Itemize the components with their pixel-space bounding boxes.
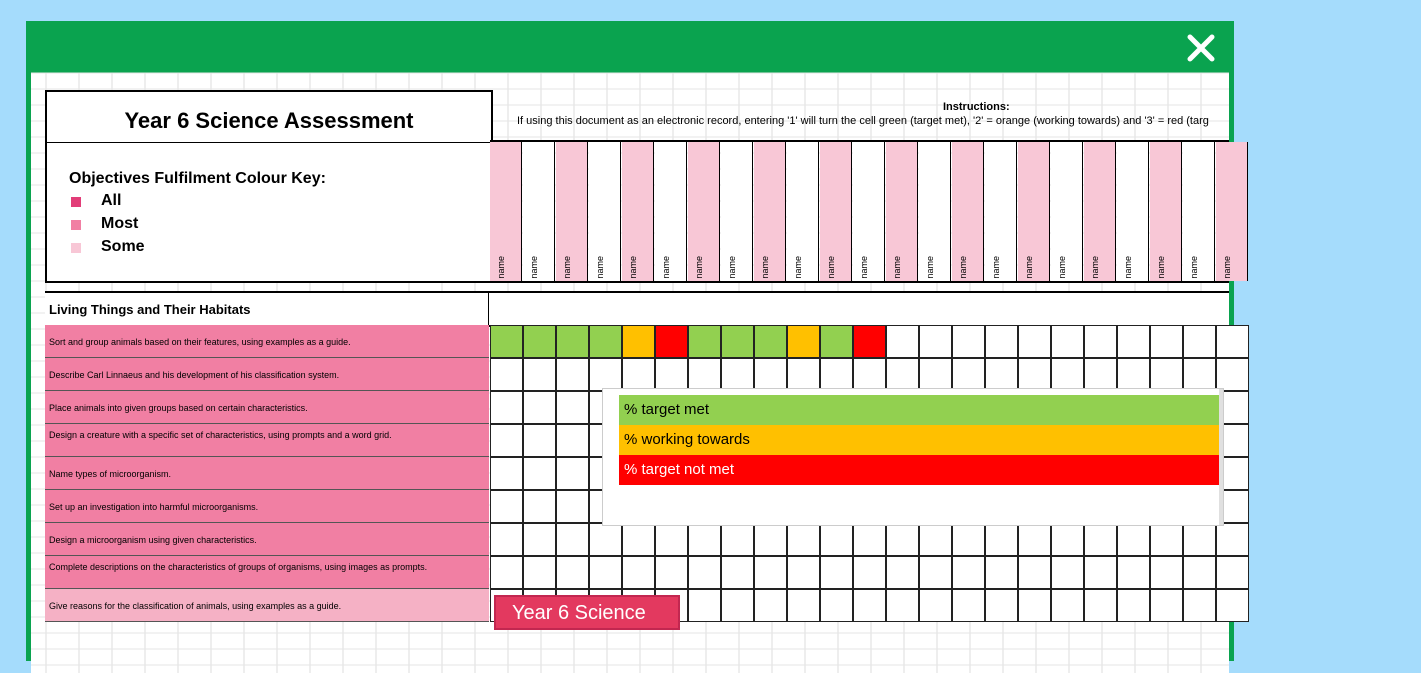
pupil-name: name bbox=[1123, 256, 1133, 279]
section-title: Living Things and Their Habitats bbox=[49, 302, 251, 317]
assessment-cell[interactable] bbox=[490, 457, 523, 490]
assessment-cell[interactable] bbox=[490, 556, 523, 589]
assessment-cell[interactable] bbox=[523, 358, 556, 391]
assessment-cell[interactable] bbox=[1216, 358, 1249, 391]
assessment-cell[interactable] bbox=[1018, 358, 1051, 391]
assessment-cell[interactable] bbox=[1150, 523, 1183, 556]
pupil-name: name bbox=[991, 256, 1001, 279]
assessment-cell[interactable] bbox=[1051, 589, 1084, 622]
assessment-cell[interactable] bbox=[1117, 358, 1150, 391]
colour-swatch bbox=[71, 197, 81, 207]
colour-key-label: All bbox=[101, 192, 122, 209]
objective-text: Describe Carl Linnaeus and his development of his classification system. bbox=[49, 370, 340, 380]
name-column-header[interactable] bbox=[1183, 142, 1215, 281]
legend-label: % target met bbox=[624, 401, 710, 418]
assessment-cell[interactable] bbox=[1117, 556, 1150, 589]
pupil-name: name bbox=[1057, 256, 1067, 279]
assessment-cell[interactable] bbox=[787, 358, 820, 391]
name-column-header[interactable] bbox=[490, 142, 522, 281]
name-column-header[interactable] bbox=[1150, 142, 1182, 281]
assessment-cell[interactable] bbox=[688, 556, 721, 589]
legend-item bbox=[619, 455, 1219, 485]
assessment-cell[interactable] bbox=[985, 325, 1018, 358]
assessment-cell[interactable] bbox=[1084, 523, 1117, 556]
pupil-name: name bbox=[892, 256, 902, 279]
objective-text: Set up an investigation into harmful microorganisms. bbox=[49, 502, 259, 512]
name-column-header[interactable] bbox=[688, 142, 720, 281]
assessment-cell[interactable] bbox=[490, 490, 523, 523]
section-divider bbox=[488, 293, 489, 325]
pupil-name: name bbox=[661, 256, 671, 279]
name-column-header[interactable] bbox=[556, 142, 588, 281]
assessment-cell[interactable] bbox=[589, 325, 622, 358]
assessment-cell[interactable] bbox=[1018, 556, 1051, 589]
assessment-cell[interactable] bbox=[523, 424, 556, 457]
colour-swatch bbox=[71, 243, 81, 253]
assessment-cell[interactable] bbox=[622, 358, 655, 391]
assessment-cell[interactable] bbox=[754, 556, 787, 589]
assessment-cell[interactable] bbox=[754, 325, 787, 358]
assessment-cell[interactable] bbox=[853, 358, 886, 391]
assessment-cell[interactable] bbox=[556, 424, 589, 457]
assessment-cell[interactable] bbox=[985, 556, 1018, 589]
assessment-cell[interactable] bbox=[1216, 556, 1249, 589]
assessment-cell[interactable] bbox=[787, 325, 820, 358]
assessment-cell[interactable] bbox=[556, 391, 589, 424]
assessment-cell[interactable] bbox=[721, 358, 754, 391]
assessment-cell[interactable] bbox=[1150, 589, 1183, 622]
assessment-cell[interactable] bbox=[688, 358, 721, 391]
assessment-cell[interactable] bbox=[853, 589, 886, 622]
assessment-cell[interactable] bbox=[523, 325, 556, 358]
pupil-name: name bbox=[958, 256, 968, 279]
pupil-name: name bbox=[562, 256, 572, 279]
assessment-cell[interactable] bbox=[886, 358, 919, 391]
assessment-cell[interactable] bbox=[589, 556, 622, 589]
assessment-cell[interactable] bbox=[556, 490, 589, 523]
assessment-cell[interactable] bbox=[952, 325, 985, 358]
assessment-cell[interactable] bbox=[523, 523, 556, 556]
assessment-cell[interactable] bbox=[754, 523, 787, 556]
name-column-header[interactable] bbox=[952, 142, 984, 281]
assessment-cell[interactable] bbox=[1117, 523, 1150, 556]
legend-item bbox=[619, 425, 1219, 455]
name-column-header[interactable] bbox=[919, 142, 951, 281]
assessment-cell[interactable] bbox=[820, 589, 853, 622]
assessment-cell[interactable] bbox=[820, 556, 853, 589]
assessment-cell[interactable] bbox=[853, 325, 886, 358]
assessment-cell[interactable] bbox=[952, 358, 985, 391]
assessment-cell[interactable] bbox=[1150, 325, 1183, 358]
assessment-cell[interactable] bbox=[1150, 556, 1183, 589]
assessment-cell[interactable] bbox=[985, 523, 1018, 556]
instructions-heading: Instructions: bbox=[943, 101, 1010, 113]
colour-key-title: Objectives Fulfilment Colour Key: bbox=[69, 170, 326, 187]
assessment-cell[interactable] bbox=[556, 358, 589, 391]
colour-swatch bbox=[71, 220, 81, 230]
name-column-header[interactable] bbox=[1216, 142, 1248, 281]
assessment-cell[interactable] bbox=[1183, 589, 1216, 622]
assessment-cell[interactable] bbox=[1216, 523, 1249, 556]
assessment-cell[interactable] bbox=[688, 523, 721, 556]
assessment-cell[interactable] bbox=[523, 457, 556, 490]
colour-key-label: Most bbox=[101, 215, 139, 232]
assessment-cell[interactable] bbox=[886, 589, 919, 622]
name-column-header[interactable] bbox=[754, 142, 786, 281]
assessment-cell[interactable] bbox=[1084, 358, 1117, 391]
name-column-header[interactable] bbox=[985, 142, 1017, 281]
assessment-cell[interactable] bbox=[985, 358, 1018, 391]
objective-row[interactable] bbox=[45, 424, 489, 457]
assessment-cell[interactable] bbox=[1018, 325, 1051, 358]
pupil-name: name bbox=[1024, 256, 1034, 279]
name-column-header[interactable] bbox=[787, 142, 819, 281]
assessment-cell[interactable] bbox=[952, 589, 985, 622]
name-column-header[interactable] bbox=[523, 142, 555, 281]
assessment-cell[interactable] bbox=[853, 523, 886, 556]
instructions-text: If using this document as an electronic record, entering '1' will turn the cell green (target met), '2' = orange (working towards) and '3' = red (targ bbox=[517, 115, 1209, 127]
pupil-name: name bbox=[496, 256, 506, 279]
assessment-cell[interactable] bbox=[721, 325, 754, 358]
assessment-cell[interactable] bbox=[1018, 523, 1051, 556]
assessment-cell[interactable] bbox=[1216, 589, 1249, 622]
assessment-cell[interactable] bbox=[1084, 556, 1117, 589]
assessment-cell[interactable] bbox=[721, 589, 754, 622]
name-column-header[interactable] bbox=[820, 142, 852, 281]
pupil-name: name bbox=[595, 256, 605, 279]
assessment-cell[interactable] bbox=[1183, 325, 1216, 358]
assessment-cell[interactable] bbox=[655, 556, 688, 589]
name-column-header[interactable] bbox=[853, 142, 885, 281]
assessment-cell[interactable] bbox=[754, 358, 787, 391]
objective-text: Design a creature with a specific set of characteristics, using prompts and a word grid. bbox=[49, 430, 392, 440]
assessment-cell[interactable] bbox=[1216, 325, 1249, 358]
assessment-cell[interactable] bbox=[886, 556, 919, 589]
assessment-cell[interactable] bbox=[1051, 556, 1084, 589]
assessment-cell[interactable] bbox=[556, 556, 589, 589]
assessment-cell[interactable] bbox=[490, 358, 523, 391]
assessment-cell[interactable] bbox=[985, 589, 1018, 622]
assessment-cell[interactable] bbox=[1051, 358, 1084, 391]
pupil-name: name bbox=[1090, 256, 1100, 279]
assessment-cell[interactable] bbox=[787, 589, 820, 622]
assessment-cell[interactable] bbox=[523, 556, 556, 589]
assessment-cell[interactable] bbox=[952, 523, 985, 556]
assessment-cell[interactable] bbox=[589, 358, 622, 391]
assessment-cell[interactable] bbox=[1117, 325, 1150, 358]
assessment-cell[interactable] bbox=[820, 358, 853, 391]
assessment-cell[interactable] bbox=[820, 523, 853, 556]
legend-label: % working towards bbox=[624, 431, 750, 448]
assessment-cell[interactable] bbox=[919, 589, 952, 622]
assessment-cell[interactable] bbox=[1183, 358, 1216, 391]
assessment-cell[interactable] bbox=[490, 424, 523, 457]
page-title: Year 6 Science Assessment bbox=[124, 108, 414, 133]
name-column-header[interactable] bbox=[1018, 142, 1050, 281]
assessment-cell[interactable] bbox=[919, 325, 952, 358]
pupil-name: name bbox=[859, 256, 869, 279]
pupil-name: name bbox=[1222, 256, 1232, 279]
assessment-cell[interactable] bbox=[556, 457, 589, 490]
assessment-cell[interactable] bbox=[490, 523, 523, 556]
objective-row[interactable] bbox=[45, 589, 489, 622]
name-column-header[interactable] bbox=[622, 142, 654, 281]
name-column-header[interactable] bbox=[721, 142, 753, 281]
assessment-cell[interactable] bbox=[1051, 523, 1084, 556]
assessment-cell[interactable] bbox=[787, 523, 820, 556]
assessment-cell[interactable] bbox=[655, 358, 688, 391]
objective-text: Design a microorganism using given characteristics. bbox=[49, 535, 257, 545]
spreadsheet[interactable] bbox=[31, 73, 1232, 673]
title-box bbox=[45, 90, 493, 283]
legend-label: % target not met bbox=[624, 461, 735, 478]
pupil-name: name bbox=[793, 256, 803, 279]
colour-key-label: Some bbox=[101, 238, 145, 255]
objective-row[interactable] bbox=[45, 556, 489, 589]
pupil-name: name bbox=[1189, 256, 1199, 279]
objective-row[interactable] bbox=[45, 490, 489, 523]
assessment-cell[interactable] bbox=[622, 556, 655, 589]
assessment-cell[interactable] bbox=[523, 490, 556, 523]
objective-text: Complete descriptions on the characteristics of groups of organisms, using images as prompts. bbox=[49, 562, 428, 572]
assessment-cell[interactable] bbox=[886, 523, 919, 556]
assessment-cell[interactable] bbox=[1084, 589, 1117, 622]
pupil-name: name bbox=[529, 256, 539, 279]
close-icon[interactable] bbox=[1184, 31, 1218, 65]
objective-text: Place animals into given groups based on certain characteristics. bbox=[49, 403, 308, 413]
assessment-cell[interactable] bbox=[886, 325, 919, 358]
assessment-cell[interactable] bbox=[556, 523, 589, 556]
assessment-cell[interactable] bbox=[622, 523, 655, 556]
pupil-name: name bbox=[826, 256, 836, 279]
pupil-name: name bbox=[1156, 256, 1166, 279]
assessment-cell[interactable] bbox=[556, 325, 589, 358]
objective-row[interactable] bbox=[45, 391, 489, 424]
name-column-header[interactable] bbox=[1084, 142, 1116, 281]
assessment-cell[interactable] bbox=[952, 556, 985, 589]
assessment-cell[interactable] bbox=[820, 325, 853, 358]
window-frame bbox=[26, 21, 1234, 661]
objective-row[interactable] bbox=[45, 358, 489, 391]
name-column-header[interactable] bbox=[655, 142, 687, 281]
pupil-name: name bbox=[628, 256, 638, 279]
assessment-cell[interactable] bbox=[490, 325, 523, 358]
pupil-name: name bbox=[760, 256, 770, 279]
objective-text: Sort and group animals based on their features, using examples as a guide. bbox=[49, 337, 351, 347]
assessment-cell[interactable] bbox=[1084, 325, 1117, 358]
assessment-cell[interactable] bbox=[853, 556, 886, 589]
assessment-cell[interactable] bbox=[1018, 589, 1051, 622]
assessment-cell[interactable] bbox=[688, 325, 721, 358]
objective-text: Name types of microorganism. bbox=[49, 469, 172, 479]
assessment-cell[interactable] bbox=[721, 556, 754, 589]
assessment-cell[interactable] bbox=[1117, 589, 1150, 622]
title-divider bbox=[47, 142, 491, 143]
assessment-cell[interactable] bbox=[622, 325, 655, 358]
objective-row[interactable] bbox=[45, 523, 489, 556]
objective-row[interactable] bbox=[45, 457, 489, 490]
assessment-cell[interactable] bbox=[919, 523, 952, 556]
section-header bbox=[45, 291, 1229, 327]
assessment-cell[interactable] bbox=[1183, 523, 1216, 556]
badge-label: Year 6 Science bbox=[512, 602, 646, 624]
pupil-name: name bbox=[925, 256, 935, 279]
name-column-header[interactable] bbox=[589, 142, 621, 281]
assessment-cell[interactable] bbox=[589, 523, 622, 556]
assessment-cell[interactable] bbox=[655, 523, 688, 556]
assessment-cell[interactable] bbox=[919, 556, 952, 589]
assessment-cell[interactable] bbox=[1183, 556, 1216, 589]
assessment-cell[interactable] bbox=[490, 391, 523, 424]
objective-text: Give reasons for the classification of animals, using examples as a guide. bbox=[49, 601, 342, 611]
assessment-cell[interactable] bbox=[655, 325, 688, 358]
name-column-header[interactable] bbox=[1117, 142, 1149, 281]
assessment-cell[interactable] bbox=[688, 589, 721, 622]
assessment-cell[interactable] bbox=[919, 358, 952, 391]
legend-item bbox=[619, 395, 1219, 425]
product-badge bbox=[494, 595, 680, 630]
name-column-header[interactable] bbox=[886, 142, 918, 281]
assessment-cell[interactable] bbox=[523, 391, 556, 424]
assessment-cell[interactable] bbox=[721, 523, 754, 556]
pupil-name: name bbox=[727, 256, 737, 279]
assessment-cell[interactable] bbox=[1051, 325, 1084, 358]
objective-row[interactable] bbox=[45, 325, 489, 358]
pupil-name: name bbox=[694, 256, 704, 279]
assessment-cell[interactable] bbox=[1150, 358, 1183, 391]
assessment-cell[interactable] bbox=[754, 589, 787, 622]
legend-scrollbar[interactable] bbox=[1219, 389, 1223, 525]
name-column-header[interactable] bbox=[1051, 142, 1083, 281]
pupil-name-row bbox=[490, 140, 1232, 283]
assessment-cell[interactable] bbox=[787, 556, 820, 589]
results-legend bbox=[602, 388, 1224, 526]
